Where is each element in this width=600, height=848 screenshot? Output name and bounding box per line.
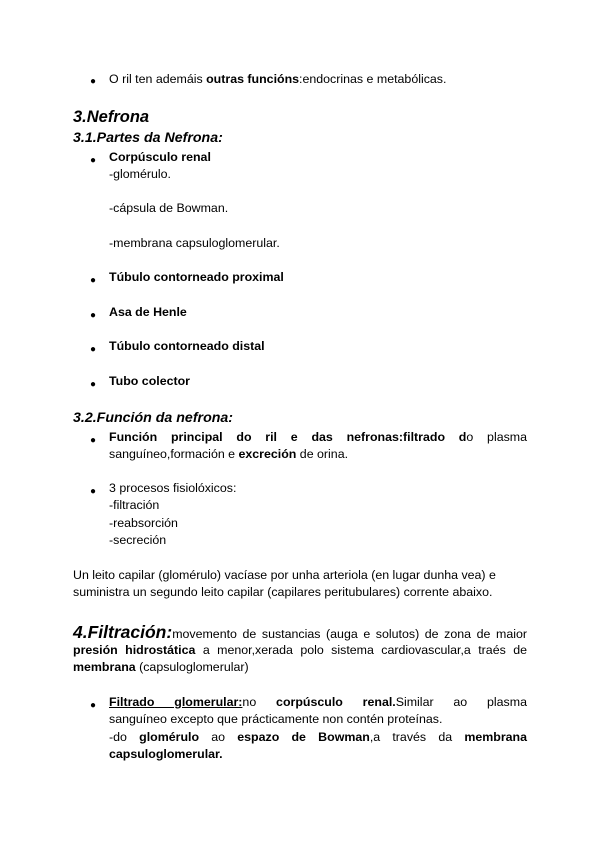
proceso-filtracion: -filtración (109, 498, 160, 512)
bullet-icon: ● (90, 155, 97, 166)
bullet-icon: ● (90, 379, 97, 390)
sub-item-membrana: -membrana capsuloglomerular. (109, 236, 280, 250)
item-tubo-colector: Tubo colector (109, 374, 190, 388)
proceso-reabsorcion: -reabsorción (109, 516, 178, 530)
heading-nefrona: 3.Nefrona (73, 108, 150, 126)
bullet-icon: ● (90, 76, 97, 87)
bullet-icon: ● (90, 275, 97, 286)
filtrado-line-3: -do glomérulo ao espazo de Bowman,a través da membrana (109, 730, 528, 744)
filtrado-line-2: sanguíneo excepto que prácticamente non contén proteínas. (109, 712, 443, 726)
filtrado-line-4: capsuloglomerular. (109, 747, 223, 761)
bullet-icon: ● (90, 435, 97, 446)
heading-filtracion: 4.Filtración: (73, 622, 173, 642)
bullet-icon: ● (90, 486, 97, 497)
proceso-secrecion: -secreción (109, 533, 167, 547)
filtracion-line-3: membrana (capsuloglomerular) (73, 660, 249, 674)
intro-line: O ril ten ademáis outras funcións:endocrinas e metabólicas. (109, 72, 447, 86)
filtracion-line-1: 4.Filtración:movemento de sustancias (auga e solutos) de zona de maior (73, 622, 527, 642)
heading-funcion-nefrona: 3.2.Función da nefrona: (73, 410, 234, 426)
sub-item-capsula-bowman: -cápsula de Bowman. (109, 201, 229, 215)
item-corpusculo-renal: Corpúsculo renal (109, 150, 211, 164)
item-tubulo-proximal: Túbulo contorneado proximal (109, 270, 284, 284)
procesos-label: 3 procesos fisiolóxicos: (109, 481, 237, 495)
item-tubulo-distal: Túbulo contorneado distal (109, 339, 265, 353)
item-asa-henle: Asa de Henle (109, 305, 187, 319)
funcion-line-2: sanguíneo,formación e excreción de orina. (109, 447, 349, 461)
sub-item-glomerulo: -glomérulo. (109, 167, 171, 181)
filtrado-line-1: Filtrado glomerular:no corpúsculo renal.Similar ao plasma (109, 695, 527, 709)
paragraph-line-2: suministra un segundo leito capilar (capilares peritubulares) corrente abaixo. (73, 585, 493, 599)
funcion-line-1: Función principal do ril e das nefronas:filtrado do plasma (109, 430, 527, 444)
filtracion-line-2: presión hidrostática a menor,xerada polo sistema cardiovascular,a traés de (73, 643, 527, 657)
bullet-icon: ● (90, 344, 97, 355)
paragraph-line-1: Un leito capilar (glomérulo) vacíase por unha arteriola (en lugar dunha vea) e (73, 568, 496, 582)
heading-partes-nefrona: 3.1.Partes da Nefrona: (73, 130, 223, 146)
bullet-icon: ● (90, 310, 97, 321)
bullet-icon: ● (90, 700, 97, 711)
